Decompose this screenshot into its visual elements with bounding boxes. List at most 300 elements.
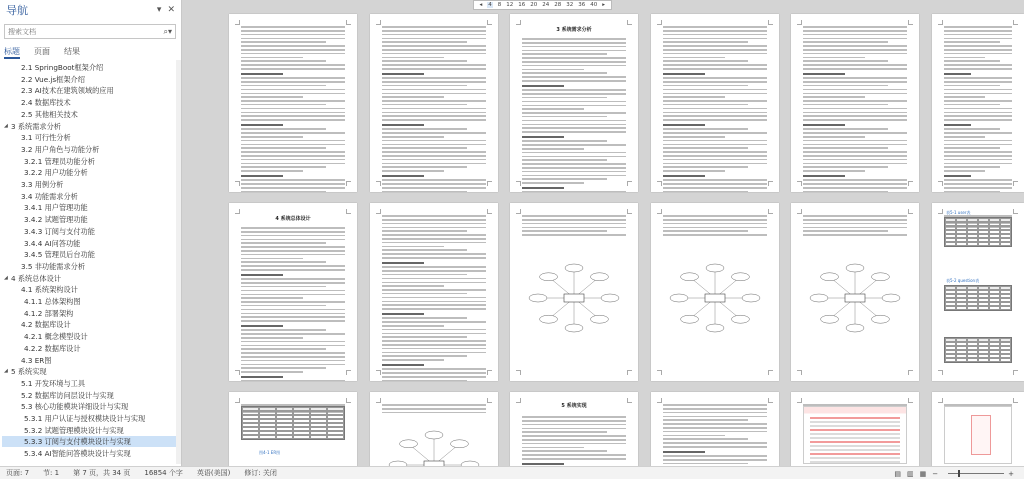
text-line — [803, 34, 907, 36]
text-line — [382, 64, 486, 66]
text-line — [382, 336, 467, 338]
text-line — [241, 258, 303, 260]
text-line — [944, 30, 1012, 32]
text-line — [241, 316, 345, 318]
text-line — [382, 151, 486, 153]
table-cell — [967, 306, 978, 310]
search-box[interactable] — [4, 24, 176, 39]
text-line — [382, 108, 486, 110]
table-cell — [989, 358, 1000, 362]
text-line — [241, 93, 345, 95]
text-line — [241, 380, 345, 381]
outline-item[interactable] — [24, 202, 88, 213]
page-corner-mark — [797, 209, 802, 214]
text-line — [803, 230, 888, 232]
ui-row — [810, 461, 900, 463]
text-line — [944, 187, 1012, 189]
tab-pages[interactable]: 页面 — [34, 47, 50, 56]
text-line — [944, 155, 1012, 157]
document-page — [791, 203, 919, 381]
text-line — [241, 337, 303, 339]
page-corner-mark — [1013, 398, 1018, 403]
outline-item[interactable] — [4, 121, 61, 132]
outline-item[interactable] — [24, 214, 88, 225]
text-line — [944, 85, 1000, 87]
outline-item[interactable] — [24, 413, 145, 424]
outline-item[interactable] — [24, 156, 95, 167]
ui-row — [810, 445, 900, 447]
text-line — [241, 367, 326, 369]
text-line — [241, 108, 345, 110]
diagram-node — [540, 273, 558, 281]
text-line — [382, 348, 486, 350]
text-line — [382, 301, 486, 303]
outline-item-label: 3.4 功能需求分析 — [21, 191, 78, 201]
nav-header — [0, 0, 181, 20]
text-line — [663, 230, 748, 232]
outline-item-label: 2.4 数据库技术 — [21, 98, 71, 108]
text-line — [382, 77, 486, 79]
text-line — [944, 136, 985, 138]
outline-item[interactable] — [14, 401, 128, 412]
outline-item[interactable] — [2, 436, 178, 447]
zoom-in-icon[interactable]: + — [1008, 469, 1014, 478]
status-page[interactable]: 页面: 7 — [6, 469, 30, 477]
strip-page-number[interactable]: 16 — [518, 2, 526, 8]
strip-page-number[interactable]: 8 — [497, 2, 502, 8]
nav-options-icon[interactable]: ▾ — [156, 5, 162, 15]
text-line — [944, 49, 1012, 51]
outline-item-label: 3.2.1 管理员功能分析 — [24, 156, 95, 166]
page-corner-mark — [938, 209, 943, 214]
strip-page-number[interactable]: 28 — [554, 2, 562, 8]
text-line — [522, 191, 626, 192]
strip-next-icon[interactable]: ▸ — [602, 2, 606, 8]
diagram-node — [731, 315, 749, 323]
table-cell — [967, 358, 978, 362]
text-line — [241, 301, 345, 303]
page-text-block — [241, 225, 345, 381]
outline-item[interactable] — [14, 191, 78, 202]
text-line — [803, 163, 907, 165]
strip-page-number[interactable]: 36 — [578, 2, 586, 8]
text-line — [944, 64, 1012, 66]
close-icon[interactable]: ✕ — [167, 5, 175, 15]
page-corner-mark — [657, 370, 662, 375]
text-line — [382, 380, 467, 381]
text-line — [382, 282, 486, 284]
page-corner-mark — [768, 20, 773, 25]
nav-scrollbar[interactable] — [176, 60, 181, 464]
outline-item[interactable] — [24, 308, 73, 319]
text-line — [663, 155, 767, 157]
outline-item[interactable] — [14, 179, 63, 190]
text-line — [663, 459, 767, 461]
text-line — [803, 77, 907, 79]
text-line — [944, 77, 1012, 79]
section-heading-line — [241, 325, 283, 328]
table-cell — [956, 358, 967, 362]
text-line — [382, 100, 486, 102]
text-line — [382, 325, 444, 327]
text-line — [382, 38, 486, 40]
status-page-count[interactable]: 第 7 页，共 34 页 — [73, 469, 131, 477]
text-line — [382, 321, 486, 323]
text-line — [382, 41, 467, 43]
text-line — [522, 443, 626, 445]
strip-page-number[interactable]: 4 — [488, 2, 492, 8]
outline-item[interactable] — [14, 74, 85, 85]
text-line — [944, 26, 1012, 28]
text-line — [522, 89, 626, 91]
page-number-strip — [473, 0, 612, 10]
outline-item-label: 5.3 核心功能模块详细设计与实现 — [21, 402, 129, 412]
zoom-out-icon[interactable]: − — [932, 469, 939, 478]
text-line — [241, 250, 345, 252]
text-line — [522, 69, 584, 71]
page-corner-mark — [516, 20, 521, 25]
ui-row — [810, 457, 900, 459]
text-line — [522, 120, 626, 122]
outline-item[interactable] — [24, 226, 95, 237]
text-line — [382, 215, 486, 217]
zoom-slider-thumb[interactable] — [958, 470, 960, 477]
outline-item[interactable] — [24, 238, 80, 249]
section-heading-line — [803, 175, 845, 178]
status-track-changes[interactable]: 修订: 关闭 — [244, 469, 277, 477]
diagram-node — [871, 273, 889, 281]
text-line — [241, 140, 345, 142]
ui-row — [810, 417, 900, 419]
text-line — [241, 183, 345, 185]
table-cell — [1000, 306, 1011, 310]
page-corner-mark — [516, 209, 521, 214]
outline-item[interactable] — [14, 144, 99, 155]
diagram-node — [706, 264, 724, 272]
text-line — [382, 81, 486, 83]
outline-item-label: 3.2.2 用户功能分析 — [24, 168, 88, 178]
text-line — [663, 438, 748, 440]
outline-item-label: 3.4.4 AI问答功能 — [24, 238, 81, 248]
text-line — [241, 290, 345, 292]
text-line — [241, 34, 345, 36]
tab-results[interactable]: 结果 — [64, 47, 80, 56]
zoom-slider[interactable] — [948, 473, 1004, 474]
text-line — [241, 286, 326, 288]
page-corner-mark — [346, 370, 351, 375]
diagram-entity — [845, 294, 865, 302]
diagram-node — [681, 273, 699, 281]
text-line — [241, 104, 326, 106]
table-cell — [1000, 358, 1011, 362]
text-line — [382, 223, 486, 225]
text-line — [241, 227, 345, 229]
text-line — [382, 93, 486, 95]
text-line — [382, 246, 444, 248]
text-line — [663, 57, 725, 59]
expand-triangle-icon[interactable]: ◢ — [4, 122, 8, 129]
text-line — [241, 128, 326, 130]
diagram-entity — [564, 294, 584, 302]
text-line — [382, 257, 486, 259]
outline-item-label: 2.3 AI技术在建筑领域的应用 — [21, 86, 114, 96]
text-line — [944, 140, 1012, 142]
text-line — [522, 178, 607, 180]
text-line — [663, 442, 767, 444]
outline-item[interactable] — [24, 331, 88, 342]
outline-item[interactable] — [24, 167, 88, 178]
outline-item[interactable] — [24, 249, 95, 260]
strip-prev-icon[interactable]: ◂ — [479, 2, 483, 8]
document-page — [370, 392, 498, 466]
outline-item-label: 4.1.1 总体架构图 — [24, 297, 81, 306]
outline-item[interactable] — [14, 109, 78, 120]
table-cell — [293, 435, 310, 439]
tab-headings[interactable]: 标题 — [4, 45, 20, 59]
text-line — [241, 155, 345, 157]
diagram-node — [601, 294, 619, 302]
text-line — [663, 132, 767, 134]
text-line — [944, 60, 1000, 62]
status-section[interactable]: 节: 1 — [43, 469, 60, 477]
text-line — [522, 53, 607, 55]
text-line — [522, 439, 626, 441]
text-line — [241, 53, 345, 55]
table-cell — [276, 435, 293, 439]
page-text-block — [803, 24, 907, 192]
outline-item[interactable] — [14, 132, 71, 143]
text-line — [241, 115, 345, 117]
text-line — [241, 136, 303, 138]
strip-page-number[interactable]: 12 — [506, 2, 514, 8]
text-line — [663, 140, 767, 142]
page-corner-mark — [516, 370, 521, 375]
text-line — [382, 227, 486, 229]
outline-item[interactable] — [14, 284, 78, 295]
document-page — [510, 203, 638, 381]
text-line — [944, 183, 1012, 185]
text-line — [663, 427, 767, 429]
text-line — [241, 41, 326, 43]
text-line — [944, 89, 1012, 91]
text-line — [944, 57, 985, 59]
text-line — [382, 166, 467, 168]
ui-row — [810, 421, 900, 423]
text-line — [663, 77, 767, 79]
strip-page-number[interactable]: 24 — [542, 2, 550, 8]
diagram-node — [706, 324, 724, 332]
diagram-node — [425, 431, 443, 439]
document-page — [510, 14, 638, 192]
section-heading-line — [944, 73, 971, 76]
text-line — [944, 38, 1012, 40]
page-corner-mark — [376, 370, 381, 375]
expand-triangle-icon[interactable]: ◢ — [4, 368, 8, 375]
text-line — [663, 166, 748, 168]
text-line — [522, 230, 607, 232]
text-line — [944, 163, 1012, 165]
text-line — [241, 254, 345, 256]
text-line — [382, 144, 486, 146]
text-line — [241, 305, 326, 307]
text-line — [241, 89, 345, 91]
read-mode-icon[interactable]: ▤ — [894, 469, 901, 478]
text-line — [522, 124, 626, 126]
outline-item[interactable] — [24, 296, 81, 307]
text-line — [522, 97, 607, 99]
section-heading-line — [522, 85, 564, 88]
text-line — [382, 344, 486, 346]
table-caption: 表5-1 user表 — [946, 210, 971, 215]
table-cell — [978, 358, 989, 362]
outline-item[interactable] — [14, 85, 114, 96]
text-line — [241, 320, 345, 322]
text-line — [382, 308, 486, 310]
text-line — [382, 289, 486, 291]
text-line — [241, 294, 345, 296]
text-line — [663, 183, 767, 185]
table-cell — [242, 435, 259, 439]
text-line — [382, 159, 486, 161]
text-line — [382, 53, 486, 55]
table-cell — [945, 306, 956, 310]
page-corner-mark — [627, 209, 632, 214]
text-line — [522, 215, 626, 217]
strip-page-number[interactable]: 40 — [590, 2, 598, 8]
page-corner-mark — [376, 398, 381, 403]
text-line — [663, 136, 725, 138]
page-corner-mark — [235, 398, 240, 403]
outline-item[interactable] — [24, 343, 81, 354]
text-line — [382, 119, 486, 121]
text-line — [944, 34, 1012, 36]
text-line — [803, 53, 907, 55]
page-corner-mark — [487, 181, 492, 186]
text-line — [803, 26, 907, 28]
text-line — [382, 270, 486, 272]
text-line — [241, 163, 345, 165]
outline-item[interactable] — [24, 425, 124, 436]
page-corner-mark — [627, 370, 632, 375]
text-line — [382, 34, 486, 36]
status-word-count[interactable]: 16854 个字 — [144, 469, 183, 477]
text-line — [803, 38, 907, 40]
text-line — [663, 446, 767, 448]
text-line — [382, 317, 467, 319]
strip-page-number[interactable]: 20 — [530, 2, 538, 8]
page-text-block — [663, 24, 767, 192]
text-line — [663, 431, 767, 433]
page-corner-mark — [346, 398, 351, 403]
text-line — [663, 26, 767, 28]
text-line — [382, 85, 467, 87]
web-layout-icon[interactable]: ▦ — [919, 469, 927, 478]
ui-row — [810, 449, 900, 451]
status-language[interactable]: 英语(美国) — [196, 469, 231, 477]
text-line — [382, 278, 486, 280]
diagram-entity — [705, 294, 725, 302]
page-text-block — [803, 213, 907, 236]
table-cell — [967, 242, 978, 246]
page-corner-mark — [938, 370, 943, 375]
document-page — [651, 14, 779, 192]
text-line — [944, 68, 1012, 70]
ui-card — [971, 415, 991, 455]
page-corner-mark — [768, 370, 773, 375]
text-line — [522, 428, 626, 430]
outline-item[interactable] — [14, 62, 103, 73]
ui-row — [810, 441, 900, 443]
search-input[interactable] — [8, 28, 161, 36]
outline-item-label: 3.4.2 试题管理功能 — [24, 215, 88, 225]
section-heading-line — [241, 124, 283, 127]
section-heading-line — [382, 313, 424, 316]
text-line — [382, 285, 444, 287]
section-heading-line — [382, 73, 424, 76]
text-line — [522, 42, 626, 44]
text-line — [241, 132, 345, 134]
strip-page-number[interactable]: 32 — [566, 2, 574, 8]
section-heading-line — [382, 364, 424, 367]
section-heading-line — [803, 124, 845, 127]
outline-item[interactable] — [24, 448, 131, 459]
page-corner-mark — [908, 209, 913, 214]
page-corner-mark — [908, 398, 913, 403]
text-line — [663, 179, 767, 181]
text-line — [803, 132, 907, 134]
page-corner-mark — [487, 370, 492, 375]
document-page — [510, 392, 638, 466]
text-line — [663, 108, 767, 110]
text-line — [663, 53, 767, 55]
outline-item[interactable] — [14, 355, 51, 366]
outline-item[interactable] — [4, 273, 61, 284]
outline-item[interactable] — [14, 97, 71, 108]
outline-item[interactable] — [14, 378, 85, 389]
page-corner-mark — [657, 181, 662, 186]
text-line — [663, 416, 767, 418]
text-line — [522, 159, 607, 161]
document-page — [229, 392, 357, 466]
document-page — [791, 392, 919, 466]
text-line — [382, 45, 486, 47]
diagram-figure — [651, 243, 779, 363]
text-line — [241, 297, 303, 299]
text-line — [944, 179, 1012, 181]
text-line — [803, 30, 907, 32]
expand-triangle-icon[interactable]: ◢ — [4, 274, 8, 281]
outline-item[interactable] — [4, 366, 47, 377]
text-line — [382, 266, 486, 268]
page-corner-mark — [235, 209, 240, 214]
text-line — [382, 230, 467, 232]
outline-item[interactable] — [14, 390, 114, 401]
nav-title: 导航 — [6, 4, 28, 17]
text-line — [522, 420, 626, 422]
text-line — [803, 223, 907, 225]
text-line — [663, 89, 767, 91]
outline-item[interactable] — [14, 261, 85, 272]
search-icon[interactable]: ⌕▾ — [163, 26, 172, 36]
text-line — [663, 455, 767, 457]
text-line — [803, 187, 907, 189]
diagram-figure — [791, 243, 919, 363]
text-line — [663, 128, 748, 130]
print-layout-icon[interactable]: ▥ — [907, 469, 914, 478]
diagram-node — [846, 264, 864, 272]
outline-item[interactable] — [14, 319, 71, 330]
diagram-node — [565, 324, 583, 332]
